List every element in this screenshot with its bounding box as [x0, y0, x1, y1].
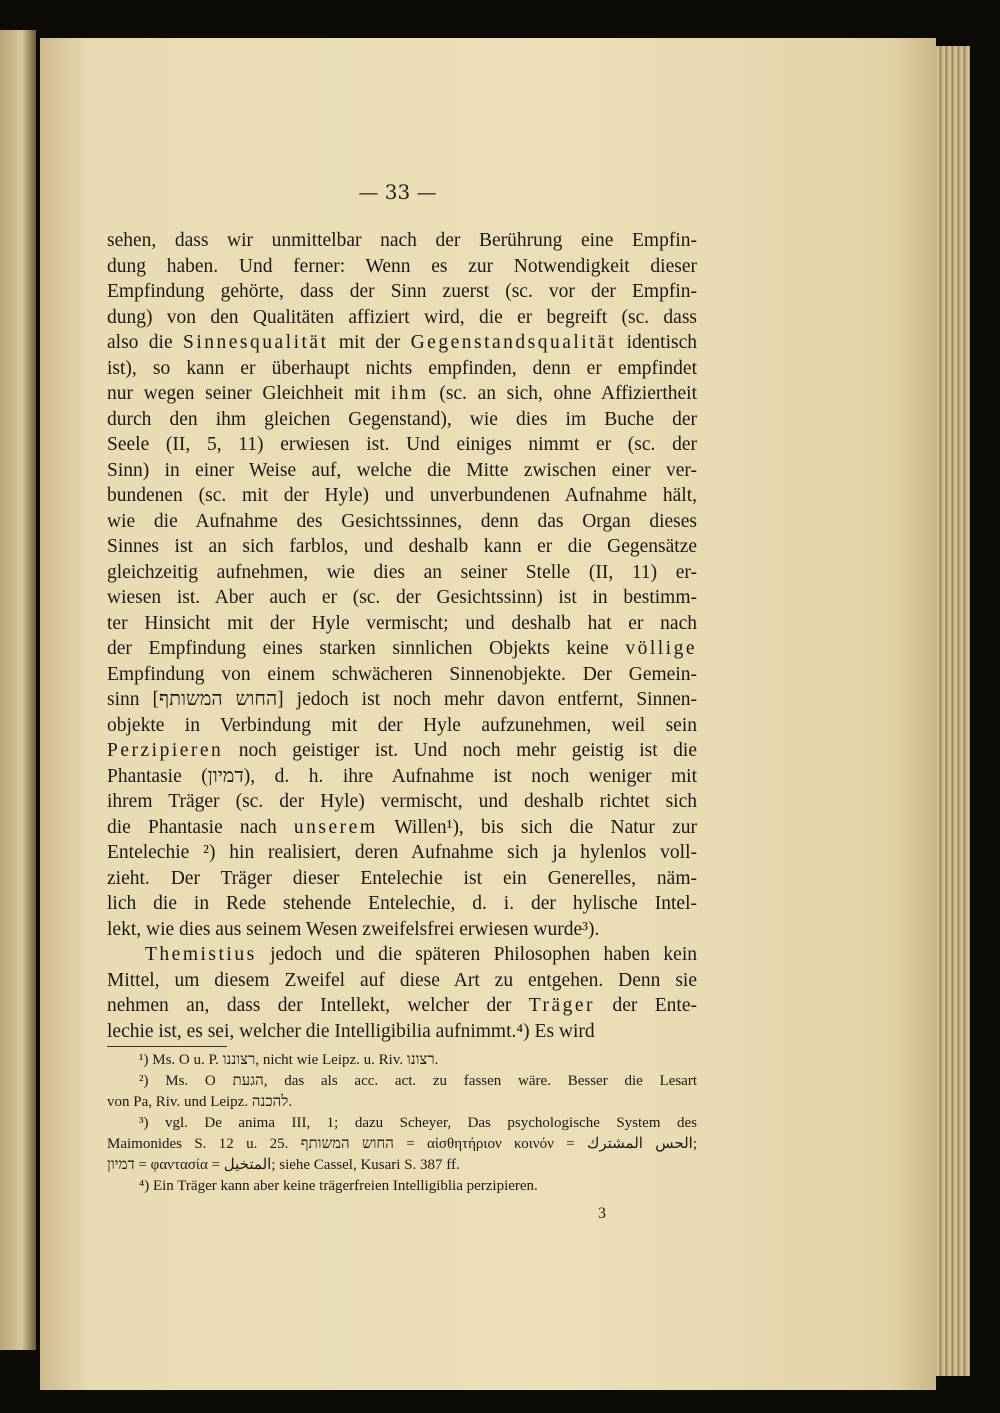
spaced-text: völlige	[625, 638, 697, 659]
text-segment: Mittel, um diesem Zweifel auf diese Art zu entgehen. Denn sie	[107, 969, 697, 991]
text-segment: lich die in Rede stehende Entelechie, d. i. der hylische Intel-	[107, 893, 697, 914]
text-segment: ihrem Träger (sc. der Hyle) vermischt, und deshalb richtet sich	[107, 791, 697, 812]
text-line	[107, 509, 697, 535]
text-segment: jedoch und die späteren Philosophen haben kein	[256, 944, 697, 965]
text-segment: objekte in Verbindung mit der Hyle aufzunehmen, weil sein	[107, 714, 697, 736]
text-segment: bundenen (sc. mit der Hyle) und unverbundenen Aufnahme hält,	[107, 485, 697, 506]
text-segment: mit der	[328, 332, 411, 353]
text-segment: ter Hinsicht mit der Hyle vermischt; und deshalb hat er nach	[107, 612, 697, 634]
text-segment: lechie ist, es sei, welcher die Intelligibilia aufnimmt.⁴) Es wird	[107, 1020, 595, 1042]
text-segment: Sinn) in einer Weise auf, welche die Mitte zwischen einer ver-	[107, 459, 697, 481]
text-segment: Willen¹), bis sich die Natur zur	[377, 816, 698, 838]
text-line	[107, 381, 697, 407]
text-segment: dung haben. Und ferner: Wenn es zur Notwendigkeit dieser	[107, 255, 697, 277]
footnote-line: דמיון = φαντασία = المتخيل; siehe Cassel, Kusari S. 387 ff.	[107, 1157, 460, 1173]
spaced-text: ihm	[390, 383, 429, 404]
text-segment: Entelechie ²) hin realisiert, deren Aufnahme sich ja hylenlos voll-	[107, 842, 697, 863]
text-line	[107, 815, 697, 841]
text-line	[107, 866, 697, 892]
text-segment: ist), so kann er überhaupt nichts empfinden, denn er empfindet	[107, 357, 697, 379]
text-line	[107, 279, 697, 305]
footnote-line: Maimonides S. 12 u. 25. החוש המשותף = αἰσθητήριον κοινόν = الحس المشترك;	[107, 1136, 697, 1152]
signature-mark: 3	[598, 1205, 606, 1222]
text-line	[107, 917, 697, 943]
page-number: — 33 —	[358, 180, 437, 204]
text-line	[107, 254, 697, 280]
text-line	[107, 585, 697, 611]
text-segment: der Ente-	[595, 995, 697, 1016]
footnote-line: von Pa, Riv. und Leipz. להכנה.	[107, 1094, 293, 1110]
spaced-text: Perzipieren	[107, 740, 224, 761]
text-line	[107, 687, 697, 713]
text-line	[107, 458, 697, 484]
text-line	[107, 330, 697, 356]
text-segment: nehmen an, dass der Intellekt, welcher der	[107, 995, 529, 1016]
text-line	[107, 1019, 697, 1045]
text-line	[107, 993, 697, 1019]
text-segment: (sc. an sich, ohne Affiziertheit	[428, 383, 697, 404]
text-segment: durch den ihm gleichen Gegenstand), wie dies im Buche der	[107, 408, 697, 430]
footnote-rule	[107, 1046, 227, 1047]
text-segment: wie die Aufnahme des Gesichtssinnes, denn das Organ dieses	[107, 510, 697, 532]
text-line	[107, 636, 697, 662]
footnote-line: ⁴) Ein Träger kann aber keine trägerfreien Intelligiblia perzipieren.	[139, 1178, 538, 1194]
footnote-line: ³) vgl. De anima III, 1; dazu Scheyer, Das psychologische System des	[139, 1115, 697, 1131]
body-text	[107, 228, 697, 1044]
text-segment: gleichzeitig aufnehmen, wie dies an seiner Stelle (II, 11) er-	[107, 561, 697, 583]
spaced-text: Gegenstandsqualität	[410, 332, 617, 353]
text-line	[107, 560, 697, 586]
text-segment: zieht. Der Träger dieser Entelechie ist ein Generelles, näm-	[107, 867, 697, 889]
text-line	[107, 534, 697, 560]
text-segment: die Phantasie nach	[107, 816, 294, 838]
text-segment: Empfindung von einem schwächeren Sinnenobjekte. Der Gemein-	[107, 663, 697, 685]
text-segment: Empfindung gehörte, dass der Sinn zuerst (sc. vor der Empfin-	[107, 281, 697, 302]
text-segment: der Empfindung eines starken sinnlichen Objekts keine	[107, 638, 626, 659]
text-line	[107, 840, 697, 866]
page-edges	[936, 46, 970, 1376]
text-segment: noch geistiger ist. Und noch mehr geistig ist die	[223, 740, 697, 761]
text-line	[107, 713, 697, 739]
text-segment: identisch	[616, 332, 698, 353]
text-segment: sinn [החוש המשותף] jedoch ist noch mehr davon entfernt, Sinnen-	[107, 689, 697, 710]
spaced-text: Sinnesqualität	[183, 332, 329, 353]
text-line	[107, 228, 697, 254]
text-segment: nur wegen seiner Gleichheit mit	[107, 383, 391, 404]
text-segment: also die	[107, 332, 184, 353]
text-line	[107, 968, 697, 994]
text-segment: wiesen ist. Aber auch er (sc. der Gesichtssinn) ist in bestimm-	[107, 587, 697, 608]
text-line	[107, 407, 697, 433]
text-segment: Phantasie (דמיון), d. h. ihre Aufnahme ist noch weniger mit	[107, 765, 697, 787]
text-line	[107, 483, 697, 509]
text-segment: Sinnes ist an sich farblos, und deshalb kann er die Gegensätze	[107, 536, 697, 557]
footnote-line: ¹) Ms. O u. P. רצוננו, nicht wie Leipz. u. Riv. רצונו.	[139, 1052, 439, 1068]
footnotes	[107, 1050, 697, 1197]
spaced-text: Themistius	[145, 944, 257, 965]
text-line	[107, 611, 697, 637]
spaced-text: unserem	[293, 816, 378, 838]
spaced-text: Träger	[528, 995, 596, 1016]
text-line	[107, 891, 697, 917]
text-line	[107, 942, 697, 968]
text-line	[107, 432, 697, 458]
text-segment: sehen, dass wir unmittelbar nach der Berührung eine Empfin-	[107, 230, 697, 251]
text-segment: lekt, wie dies aus seinem Wesen zweifelsfrei erwiesen wurde³).	[107, 918, 600, 940]
text-line	[107, 764, 697, 790]
text-line	[107, 305, 697, 331]
text-line	[107, 738, 697, 764]
text-line	[107, 789, 697, 815]
text-segment: dung) von den Qualitäten affiziert wird, die er begreift (sc. dass	[107, 306, 697, 328]
text-segment: Seele (II, 5, 11) erwiesen ist. Und einiges nimmt er (sc. der	[107, 434, 697, 455]
facing-page-edge	[0, 30, 36, 1350]
text-line	[107, 662, 697, 688]
text-line	[107, 356, 697, 382]
footnote-line: ²) Ms. O הגעת, das als acc. act. zu fassen wäre. Besser die Lesart	[139, 1073, 698, 1089]
